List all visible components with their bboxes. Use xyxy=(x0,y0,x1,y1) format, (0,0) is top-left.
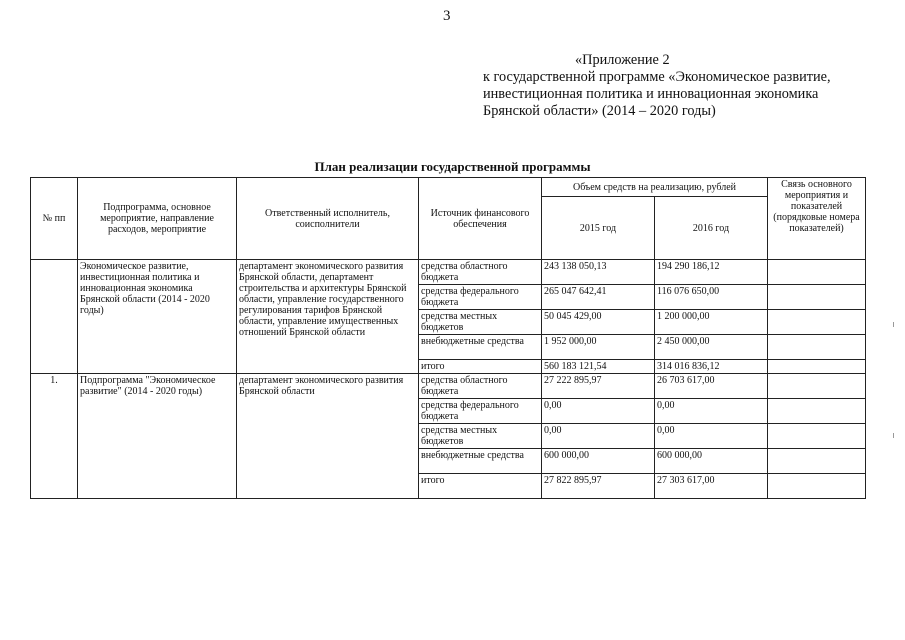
row-num xyxy=(31,260,78,374)
row-2016: 600 000,00 xyxy=(655,449,768,474)
row-source: средства федерального бюджета xyxy=(419,285,542,310)
header-link: Связь основного мероприятия и показателей (порядковые номера показателей) xyxy=(768,178,866,260)
row-source: средства федерального бюджета xyxy=(419,399,542,424)
row-link xyxy=(768,374,866,399)
row-link xyxy=(768,335,866,360)
row-2016: 1 200 000,00 xyxy=(655,310,768,335)
appendix-line-1: «Приложение 2 xyxy=(575,52,670,68)
row-source: средства областного бюджета xyxy=(419,260,542,285)
row-2015: 265 047 642,41 xyxy=(542,285,655,310)
scan-mark xyxy=(893,433,894,438)
row-link xyxy=(768,310,866,335)
header-source: Источник финансового обеспечения xyxy=(419,178,542,260)
row-num: 1. xyxy=(31,374,78,499)
header-2015: 2015 год xyxy=(542,197,655,260)
row-source: средства областного бюджета xyxy=(419,374,542,399)
row-source: средства местных бюджетов xyxy=(419,310,542,335)
row-source: внебюджетные средства xyxy=(419,335,542,360)
header-num: № пп xyxy=(31,178,78,260)
row-link xyxy=(768,474,866,499)
row-2015: 0,00 xyxy=(542,399,655,424)
total-2015: 560 183 121,54 xyxy=(542,360,655,374)
row-2016: 0,00 xyxy=(655,399,768,424)
row-2015: 1 952 000,00 xyxy=(542,335,655,360)
row-2016: 194 290 186,12 xyxy=(655,260,768,285)
header-program: Подпрограмма, основное мероприятие, направление расходов, мероприятие xyxy=(78,178,237,260)
header-executor: Ответственный исполнитель, соисполнители xyxy=(237,178,419,260)
row-2016: 2 450 000,00 xyxy=(655,335,768,360)
row-program: Подпрограмма "Экономическое развитие" (2014 - 2020 годы) xyxy=(78,374,237,499)
header-volume: Объем средств на реализацию, рублей xyxy=(542,178,768,197)
appendix-line-2: к государственной программе «Экономическое развитие, xyxy=(483,69,831,85)
row-executor: департамент экономического развития Брянской области, департамент строительства и архитектуры Брянской области, управление государственного регулирования тарифов Брянской области, управление имущественных отношений Брянской области xyxy=(237,260,419,374)
row-2016: 26 703 617,00 xyxy=(655,374,768,399)
row-program: Экономическое развитие, инвестиционная политика и инновационная экономика Брянской области (2014 - 2020 годы) xyxy=(78,260,237,374)
header-row-top xyxy=(31,178,866,197)
total-label: итого xyxy=(419,360,542,374)
row-2016: 0,00 xyxy=(655,424,768,449)
row-link xyxy=(768,449,866,474)
row-source: внебюджетные средства xyxy=(419,449,542,474)
row-link xyxy=(768,285,866,310)
table-row xyxy=(31,260,866,285)
total-2015: 27 822 895,97 xyxy=(542,474,655,499)
plan-table xyxy=(30,177,866,499)
appendix-line-4: Брянской области» (2014 – 2020 годы) xyxy=(483,103,716,119)
row-2015: 50 045 429,00 xyxy=(542,310,655,335)
scan-mark xyxy=(893,322,894,327)
total-2016: 27 303 617,00 xyxy=(655,474,768,499)
appendix-heading xyxy=(483,52,831,120)
row-executor: департамент экономического развития Брянской области xyxy=(237,374,419,499)
row-link xyxy=(768,399,866,424)
row-link xyxy=(768,360,866,374)
row-2015: 600 000,00 xyxy=(542,449,655,474)
row-link xyxy=(768,424,866,449)
appendix-line-3: инвестиционная политика и инновационная экономика xyxy=(483,86,819,102)
row-2016: 116 076 650,00 xyxy=(655,285,768,310)
row-2015: 243 138 050,13 xyxy=(542,260,655,285)
header-2016: 2016 год xyxy=(655,197,768,260)
row-2015: 0,00 xyxy=(542,424,655,449)
total-2016: 314 016 836,12 xyxy=(655,360,768,374)
row-source: средства местных бюджетов xyxy=(419,424,542,449)
plan-title: План реализации государственной программы xyxy=(314,159,591,174)
row-2015: 27 222 895,97 xyxy=(542,374,655,399)
page-number: 3 xyxy=(443,8,451,24)
table-row xyxy=(31,374,866,399)
row-link xyxy=(768,260,866,285)
total-label: итого xyxy=(419,474,542,499)
